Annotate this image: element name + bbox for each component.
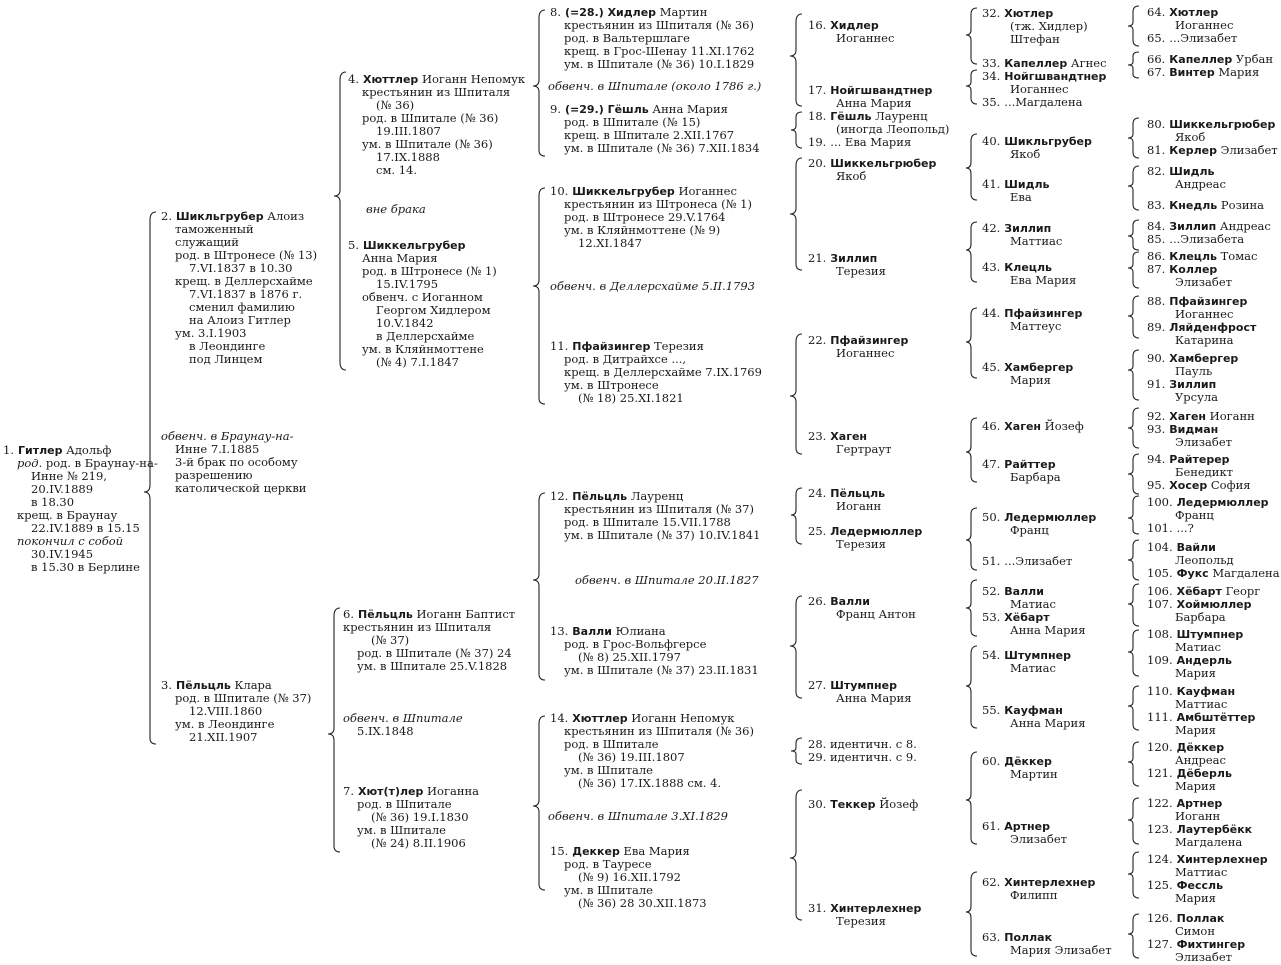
person-42: 42. Зиллип Маттиас	[982, 221, 1063, 248]
person-85: 85. ...Элизабета	[1147, 232, 1245, 246]
bracket-g5-8	[966, 580, 977, 636]
person-31: 31. Хинтерлехнер Терезия	[808, 901, 922, 928]
person-109: 109. Андерль Мария	[1147, 653, 1232, 680]
marriage-5: обвенч. в Деллерсхайме 5.II.1793	[550, 279, 755, 293]
person-53: 53. Хёбарт Анна Мария	[982, 610, 1086, 637]
person-35: 35. ...Магдалена	[982, 95, 1083, 109]
person-111: 111. Амбштёттер Мария	[1147, 710, 1256, 737]
person-5: 5. Шиккельгрубер Анна Мария род. в Штронесе (№ 1) 15.IV.1795 обвенч. с Иоганном Георгом Хидлером 10.V.1842 в Деллерсхайме ум. в Кляйнмоттене (№ 4) 7.I.1847	[348, 238, 497, 369]
person-44: 44. Пфайзингер Маттеус	[982, 306, 1083, 333]
person-7: 7. Хют(т)лер Иоганна род. в Шпитале (№ 36) 19.I.1830 ум. в Шпитале (№ 24) 8.II.1906	[343, 784, 480, 850]
person-83: 83. Кнедль Розина	[1147, 198, 1265, 212]
bracket-g5-5	[966, 308, 977, 378]
person-65: 65. ...Элизабет	[1147, 31, 1238, 45]
person-19: 19. ... Ева Мария	[808, 135, 912, 149]
bracket-g3-a	[533, 10, 545, 156]
person-12: 12. Пёльцль Лауренц крестьянин из Шпиталя (№ 37) род. в Шпитале 15.VII.1788 ум. в Шпитале (№ 37) 10.IV.1841	[550, 489, 761, 542]
person-89: 89. Ляйденфрост Катарина	[1147, 320, 1257, 347]
person-43: 43. Клецль Ева Мария	[982, 260, 1077, 287]
bracket-g4-a	[790, 14, 802, 106]
bracket-g6-4	[1128, 166, 1139, 210]
bracket-g6-7	[1128, 296, 1139, 338]
person-45: 45. Хамбергер Мария	[982, 360, 1074, 387]
bracket-g6-16	[1128, 742, 1139, 786]
person-110: 110. Кауфман Маттиас	[1147, 684, 1236, 711]
person-61: 61. Артнер Элизабет	[982, 819, 1067, 846]
person-92: 92. Хаген Иоганн	[1147, 409, 1255, 423]
person-55: 55. Кауфман Анна Мария	[982, 703, 1086, 730]
person-16: 16. Хидлер Иоганнес	[808, 18, 895, 45]
person-63: 63. Поллак Мария Элизабет	[982, 930, 1112, 957]
person-14: 14. Хюттлер Иоганн Непомук крестьянин из Шпиталя (№ 36) род. в Шпитале (№ 36) 19.III.1807 ум. в Шпитале (№ 36) 17.IX.1888 см. 4.	[550, 711, 754, 790]
person-52: 52. Валли Матиас	[982, 584, 1056, 611]
person-47: 47. Райттер Барбара	[982, 457, 1061, 484]
person-23: 23. Хаген Гертраут	[808, 429, 892, 456]
bracket-g5-11	[966, 872, 977, 956]
person-107: 107. Хоймюллер Барбара	[1147, 597, 1252, 624]
bracket-g4-b	[791, 112, 802, 148]
person-32: 32. Хютлер (тж. Хидлер) Штефан	[982, 6, 1088, 46]
person-86: 86. Клецль Томас	[1147, 249, 1258, 263]
person-87: 87. Коллер Элизабет	[1147, 262, 1232, 289]
bracket-g6-8	[1128, 350, 1139, 400]
person-13: 13. Валли Юлиана род. в Грос-Вольфгерсе (№ 8) 25.XII.1797 ум. в Шпитале (№ 37) 23.II.1831	[550, 624, 759, 677]
bracket-g6-15	[1128, 686, 1139, 730]
person-94: 94. Райтерер Бенедикт	[1147, 452, 1234, 479]
person-27: 27. Штумпнер Анна Мария	[808, 678, 912, 705]
bracket-g5-6	[966, 418, 977, 482]
bracket-g6-1	[1128, 6, 1139, 46]
person-91: 91. Зиллип Урсула	[1147, 377, 1219, 404]
person-9: 9. (=29.) Гёшль Анна Мария род. в Шпитале (№ 15) крещ. в Шпитале 2.XII.1767 ум. в Шпитале (№ 36) 7.XII.1834	[550, 102, 760, 155]
bracket-g5-2	[966, 70, 977, 104]
person-51: 51. ...Элизабет	[982, 554, 1073, 568]
person-21: 21. Зиллип Терезия	[808, 251, 886, 278]
person-17: 17. Нойгшвандтнер Анна Мария	[808, 83, 933, 110]
marriage-7: обвенч. в Шпитале 3.XI.1829	[548, 809, 728, 823]
bracket-g4-d	[790, 334, 802, 454]
person-88: 88. Пфайзингер Иоганнес	[1147, 294, 1248, 321]
person-80: 80. Шиккельгрюбер Якоб	[1147, 117, 1276, 144]
bracket-g4-e	[791, 488, 802, 544]
person-20: 20. Шиккельгрюбер Якоб	[808, 156, 937, 183]
marriage-6: обвенч. в Шпитале 20.II.1827	[575, 573, 759, 587]
person-90: 90. Хамбергер Пауль	[1147, 351, 1239, 378]
person-15: 15. Деккер Ева Мария род. в Тауресе (№ 9) 16.XII.1792 ум. в Шпитале (№ 36) 28 30.XII.1873	[550, 844, 707, 910]
bracket-g6-14	[1128, 630, 1139, 676]
person-127: 127. Фихтингер Элизабет	[1147, 937, 1246, 964]
bracket-g5-1	[966, 8, 977, 64]
bracket-g4-g	[791, 738, 802, 764]
bracket-gen2-top	[334, 72, 346, 370]
person-2: 2. Шикльгрубер Алоиз таможенный служащий род. в Штронесе (№ 13) 7.VI.1837 в 10.30 крещ. в Деллерсхайме 7.VI.1837 в 1876 г. сменил фамилию на Алоиз Гитлер ум. 3.I.1903 в Леондинге под Линцем	[161, 209, 318, 366]
marriage-2: вне брака	[366, 202, 426, 216]
bracket-g5-3	[966, 134, 977, 200]
persons-28-29: 28. идентичн. с 8. 29. идентичн. с 9.	[808, 737, 917, 764]
person-125: 125. Фессль Мария	[1147, 878, 1224, 905]
person-46: 46. Хаген Йозеф	[982, 419, 1084, 433]
bracket-g3-d	[533, 716, 545, 890]
person-67: 67. Винтер Мария	[1147, 65, 1260, 79]
person-18: 18. Гёшль Лауренц (иногда Леопольд)	[808, 109, 950, 136]
person-25: 25. Ледермюллер Терезия	[808, 524, 923, 551]
person-11: 11. Пфайзингер Терезия род. в Дитрайхсе ..., крещ. в Деллерсхайме 7.IX.1769 ум. в Штронесе (№ 18) 25.XI.1821	[550, 339, 762, 405]
bracket-g4-f	[790, 596, 802, 698]
bracket-g5-10	[966, 752, 977, 844]
person-95: 95. Хосер София	[1147, 478, 1251, 492]
person-8: 8. (=28.) Хидлер Мартин крестьянин из Шпиталя (№ 36) род. в Вальтершлаге крещ. в Грос-Шенау 11.XI.1762 ум. в Шпитале (№ 36) 10.I.1829	[550, 5, 755, 71]
bracket-g5-9	[966, 646, 977, 728]
person-24: 24. Пёльцль Иоганн	[808, 486, 886, 513]
person-40: 40. Шикльгрубер Якоб	[982, 134, 1092, 161]
person-121: 121. Дёберль Мария	[1147, 766, 1232, 793]
bracket-g6-2	[1128, 52, 1139, 78]
person-22: 22. Пфайзингер Иоганнес	[808, 333, 909, 360]
bracket-g5-4	[966, 222, 977, 282]
bracket-g6-3	[1128, 118, 1139, 158]
person-122: 122. Артнер Иоганн	[1147, 796, 1223, 823]
person-33: 33. Капеллер Агнес	[982, 56, 1107, 70]
person-26: 26. Валли Франц Антон	[808, 594, 916, 621]
person-108: 108. Штумпнер Матиас	[1147, 627, 1244, 654]
person-105: 105. Фукс Магдалена	[1147, 566, 1280, 580]
person-124: 124. Хинтерлехнер Маттиас	[1147, 852, 1268, 879]
person-62: 62. Хинтерлехнер Филипп	[982, 875, 1096, 902]
person-104: 104. Вайли Леопольд	[1147, 540, 1234, 567]
person-4: 4. Хюттлер Иоганн Непомук крестьянин из Шпиталя (№ 36) род. в Шпитале (№ 36) 19.III.1807 ум. в Шпитале (№ 36) 17.IX.1888 см. 14.	[348, 72, 526, 177]
person-6: 6. Пёльцль Иоганн Баптист крестьянин из Шпиталя (№ 37) род. в Шпитале (№ 37) 24 ум. в Шпитале 25.V.1828	[343, 607, 516, 673]
person-50: 50. Ледермюллер Франц	[982, 510, 1097, 537]
bracket-g6-10	[1128, 454, 1139, 494]
person-100: 100. Ледермюллер Франц	[1147, 495, 1269, 522]
person-84: 84. Зиллип Андреас	[1147, 219, 1271, 233]
person-81: 81. Керлер Элизабет	[1147, 143, 1278, 157]
bracket-g6-5	[1128, 220, 1139, 250]
bracket-g5-7	[966, 508, 977, 570]
person-10: 10. Шиккельгрубер Иоганнес крестьянин из Штронеса (№ 1) род. в Штронесе 29.V.1764 ум. в Кляйнмоттене (№ 9) 12.XI.1847	[550, 184, 752, 250]
bracket-g4-c	[790, 158, 802, 270]
person-82: 82. Шидль Андреас	[1147, 164, 1226, 191]
person-101: 101. ...?	[1147, 521, 1194, 535]
bracket-gen2-bottom	[328, 608, 340, 852]
bracket-g6-6	[1128, 252, 1139, 288]
person-34: 34. Нойгшвандтнер Иоганнес	[982, 69, 1107, 96]
marriage-1: обвенч. в Браунау-на- Инне 7.I.1885 3-й брак по особому разрешению католической церкви	[161, 429, 307, 495]
person-120: 120. Дёккер Андреас	[1147, 740, 1226, 767]
person-123: 123. Лаутербёкк Магдалена	[1147, 822, 1253, 849]
person-66: 66. Капеллер Урбан	[1147, 52, 1274, 66]
bracket-g6-9	[1128, 408, 1139, 448]
person-60: 60. Дёккер Мартин	[982, 754, 1058, 781]
bracket-g3-c	[533, 493, 545, 680]
bracket-g6-13	[1128, 584, 1139, 626]
bracket-g3-b	[533, 188, 545, 404]
person-1: 1. Гитлер Адольф род. род. в Браунау-на- Инне № 219, 20.IV.1889 в 18.30 крещ. в Браунау 22.IV.1889 в 15.15 покончил с собой 30.IV.1945 в 15.30 в Берлине	[3, 443, 158, 574]
person-41: 41. Шидль Ева	[982, 177, 1050, 204]
bracket-g4-h	[790, 790, 802, 920]
person-64: 64. Хютлер Иоганнес	[1147, 5, 1234, 32]
marriage-3: обвенч. в Шпитале 5.IX.1848	[343, 711, 463, 738]
person-126: 126. Поллак Симон	[1147, 911, 1225, 938]
person-54: 54. Штумпнер Матиас	[982, 648, 1071, 675]
bracket-g6-19	[1128, 914, 1139, 958]
bracket-g6-11	[1128, 496, 1139, 534]
person-30: 30. Теккер Йозеф	[808, 797, 919, 811]
person-106: 106. Хёбарт Георг	[1147, 584, 1261, 598]
marriage-4: обвенч. в Шпитале (около 1786 г.)	[548, 79, 762, 93]
person-93: 93. Видман Элизабет	[1147, 422, 1232, 449]
person-3: 3. Пёльцль Клара род. в Шпитале (№ 37) 12.VIII.1860 ум. в Леондинге 21.XII.1907	[161, 678, 312, 744]
bracket-g6-12	[1128, 540, 1139, 580]
bracket-g6-17	[1128, 798, 1139, 844]
bracket-g6-18	[1128, 852, 1139, 898]
